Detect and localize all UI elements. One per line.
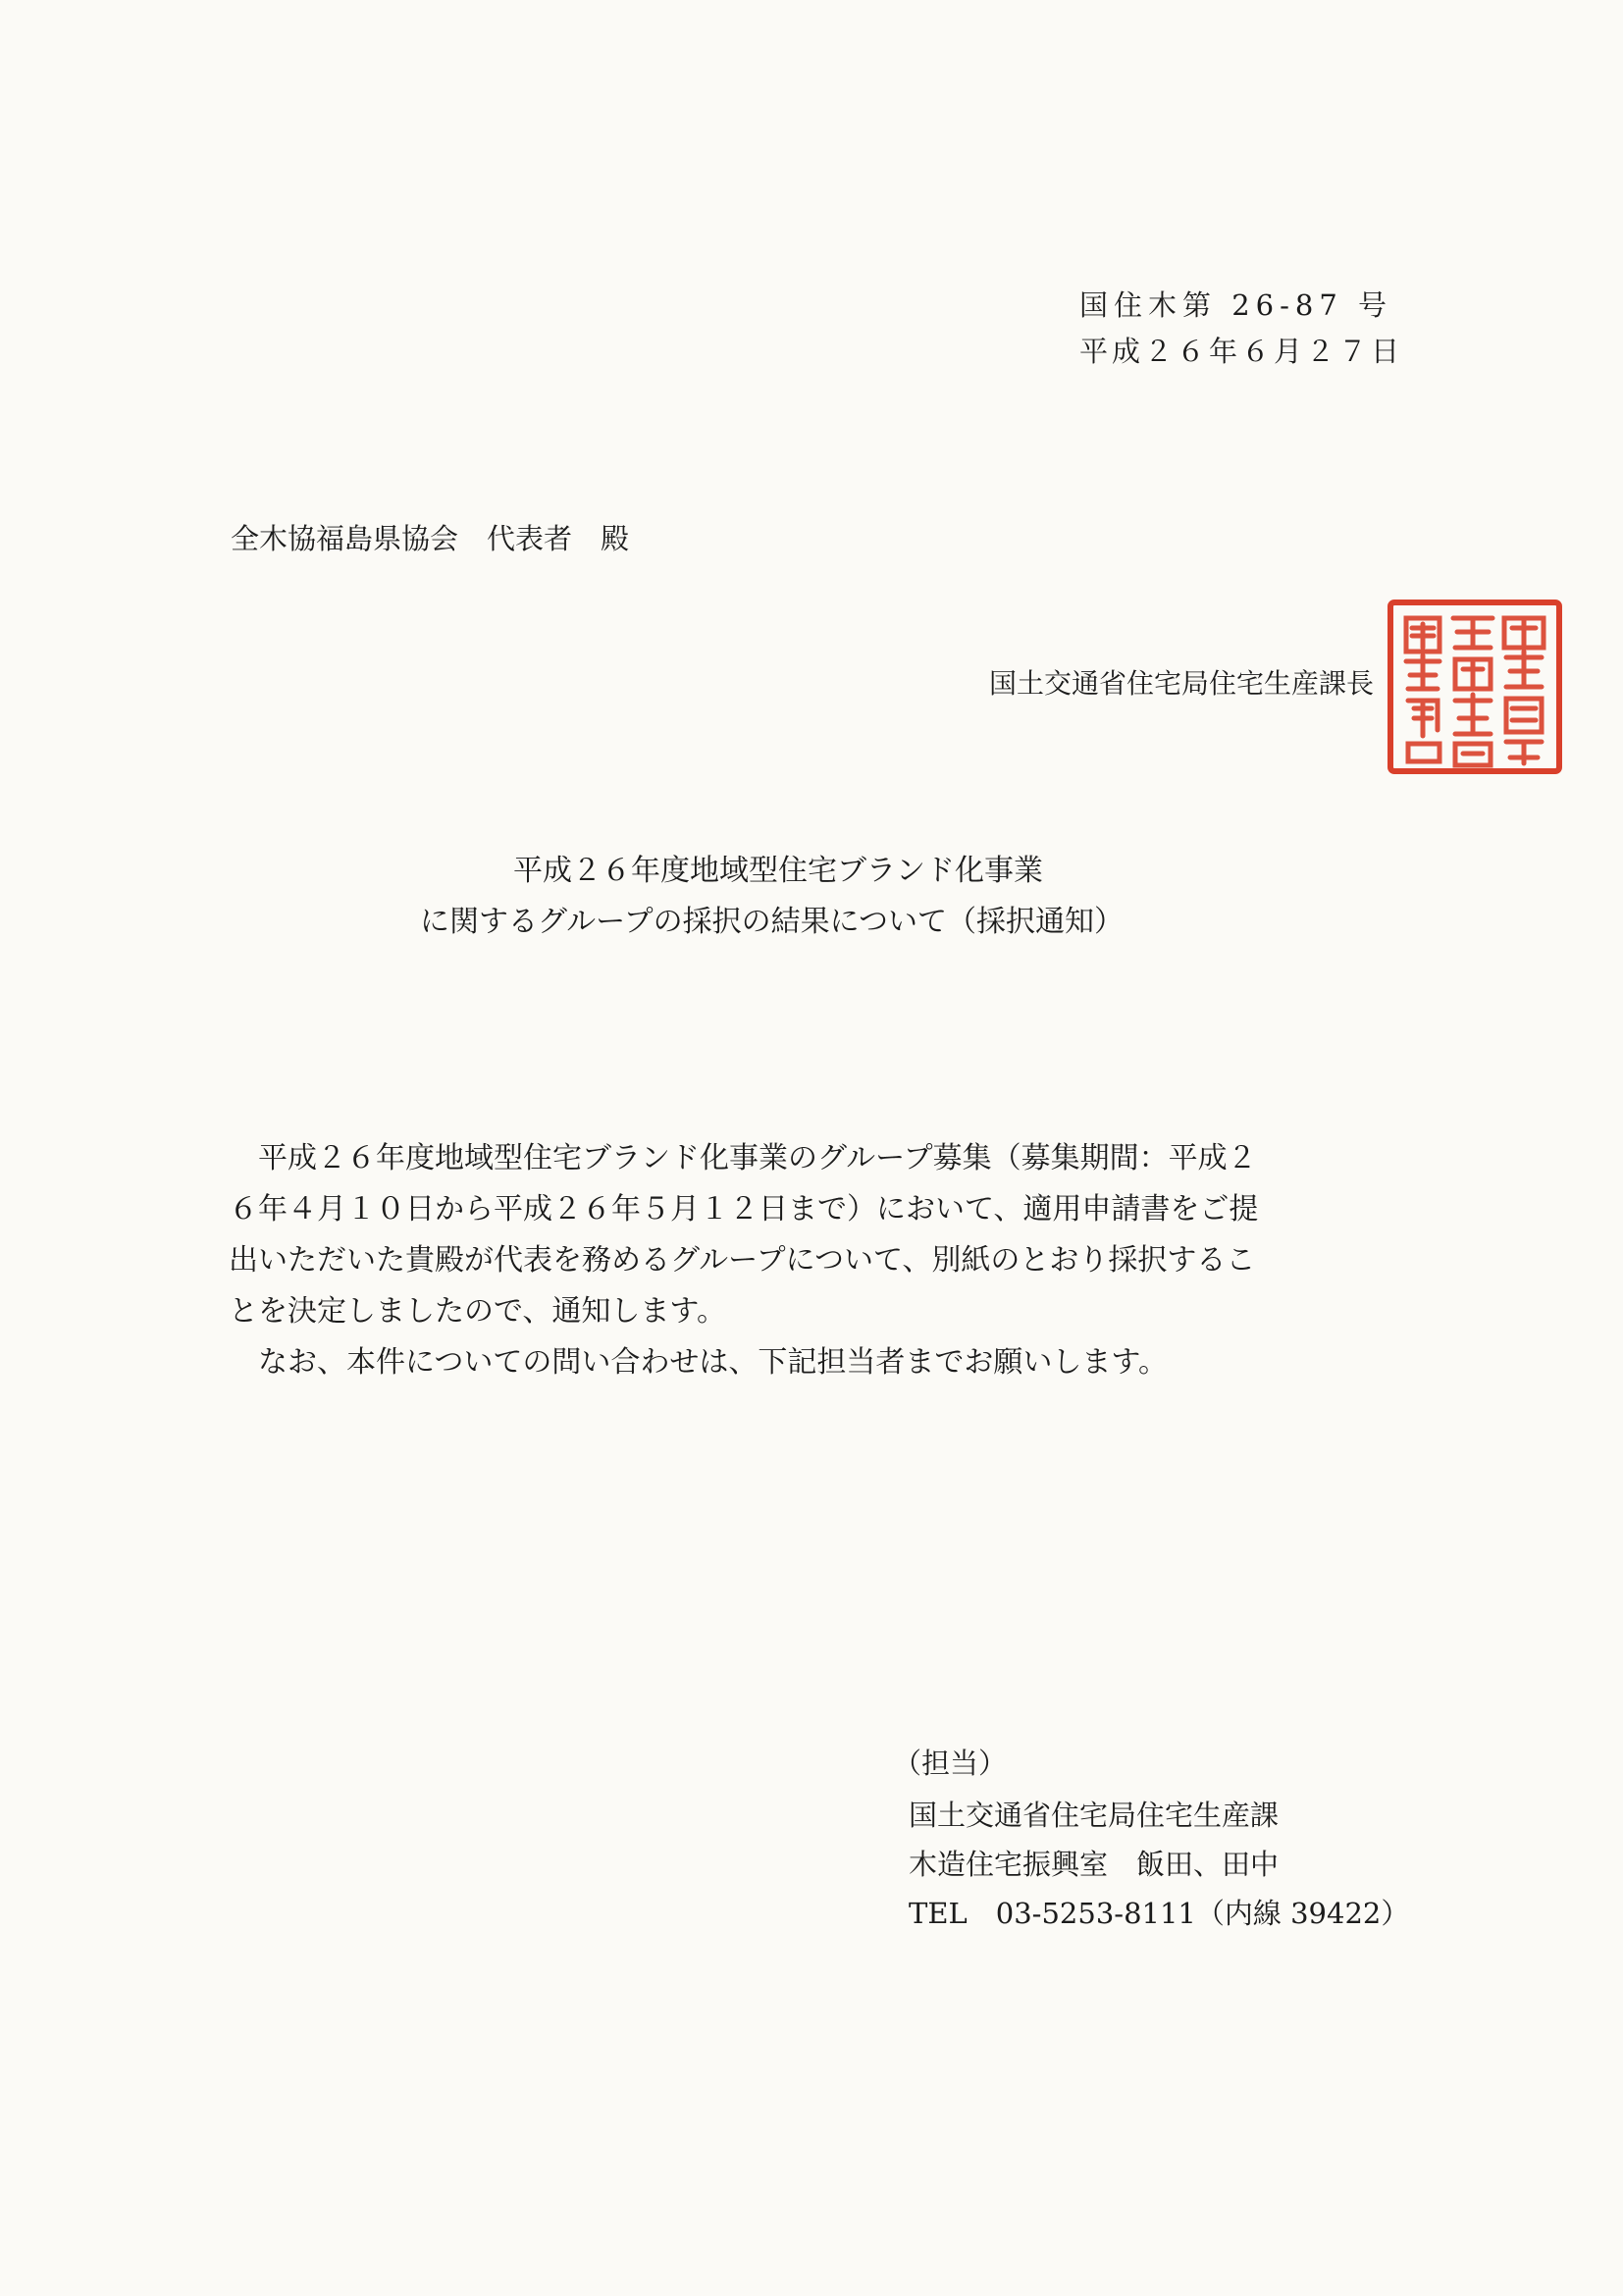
- sender-line: 国土交通省住宅局住宅生産課長: [989, 667, 1375, 700]
- document-date: 平成２６年６月２７日: [1079, 335, 1404, 368]
- body-line: ６年４月１０日から平成２６年５月１２日まで）において、適用申請書をご提: [229, 1192, 1259, 1226]
- body-paragraph: [229, 1133, 1406, 1388]
- contact-phone: TEL 03-5253-8111（内線 39422）: [909, 1897, 1410, 1930]
- contact-persons: 木造住宅振興室 飯田、田中: [909, 1848, 1280, 1881]
- official-seal-stamp: [1385, 597, 1565, 777]
- contact-heading: （担当）: [893, 1747, 1008, 1780]
- body-line: なお、本件についての問い合わせは、下記担当者までお願いします。: [229, 1345, 1168, 1380]
- body-line: とを決定しましたので、通知します。: [229, 1294, 726, 1329]
- body-line: 平成２６年度地域型住宅ブランド化事業のグループ募集（募集期間：平成２: [229, 1141, 1257, 1175]
- contact-department: 国土交通省住宅局住宅生産課: [909, 1799, 1280, 1832]
- body-line: 出いただいた貴殿が代表を務めるグループについて、別紙のとおり採択するこ: [229, 1243, 1256, 1278]
- title-line-2: に関するグループの採択の結果について（採択通知）: [420, 905, 1124, 939]
- document-number: 国住木第 26-87 号: [1079, 288, 1393, 322]
- recipient-line: 全木協福島県協会 代表者 殿: [231, 522, 630, 555]
- title-line-1: 平成２６年度地域型住宅ブランド化事業: [513, 854, 1043, 888]
